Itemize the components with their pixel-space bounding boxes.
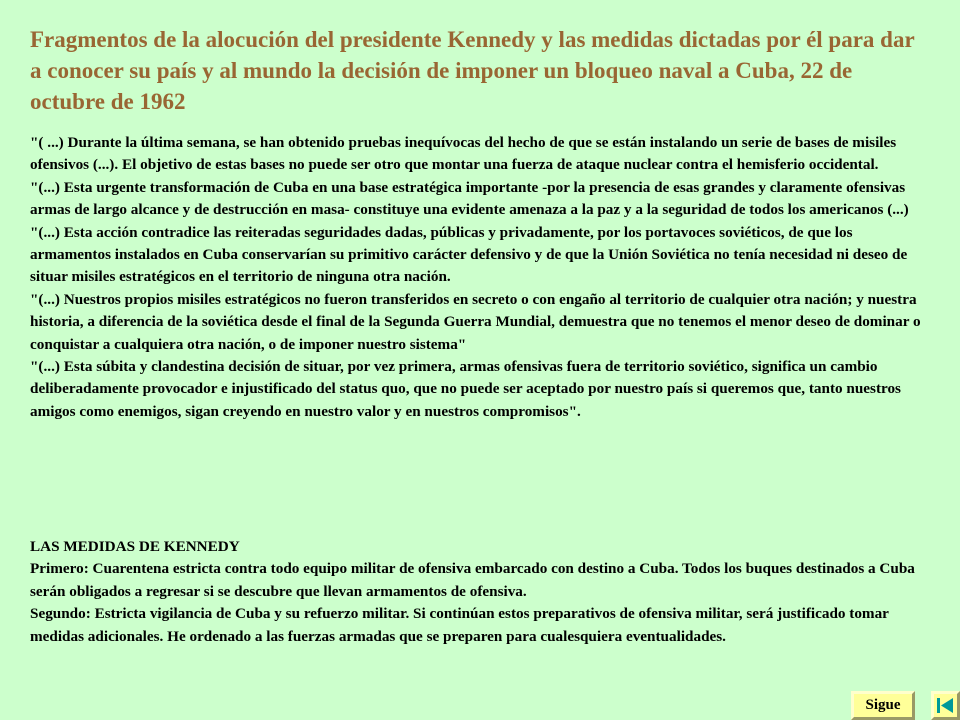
quote-paragraph: "(...) Esta súbita y clandestina decisión de situar, por vez primera, armas ofensivas fuera de territorio soviético, significa un cambio deliberadamente provocador e injustificado del status quo, que no puede ser aceptado por nuestro país si queremos que, tanto nuestros amigos como enemigos, sigan creyendo en nuestro valor y en nuestros compromisos".	[30, 358, 901, 420]
page-title: Fragmentos de la alocución del presidente Kennedy y las medidas dictadas por él para dar a conocer su país y al mundo la decisión de imponer un bloqueo naval a Cuba, 22 de octubre de 1962	[30, 27, 915, 114]
skip-to-first-icon	[934, 694, 957, 717]
measures-heading: LAS MEDIDAS DE KENNEDY	[30, 538, 240, 555]
first-slide-button[interactable]	[931, 691, 960, 720]
quote-paragraph: "(...) Esta urgente transformación de Cuba en una base estratégica importante -por la presencia de esas grandes y claramente ofensivas armas de largo alcance y de destrucción en masa- constituye una evidente amenaza a la paz y a la seguridad de todos los americanos (...)	[30, 178, 909, 219]
quote-paragraph: "( ...) Durante la última semana, se han obtenido pruebas inequívocas del hecho de que se están instalando un serie de bases de misiles ofensivos (...). El objetivo de estas bases no puede ser otro que montar una fuerza de ataque nuclear contra el hemisferio occidental.	[30, 134, 897, 174]
quote-paragraph: "(...) Esta acción contradice las reiteradas seguridades dadas, públicas y privadamente, por los portavoces soviéticos, de que los armamentos instalados en Cuba conservarían su primitivo carácter defensivo y de que la Unión Soviética no tenía necesidad ni deseo de situar misiles estratégicos en el territorio de ninguna otra nación.	[30, 223, 908, 286]
measure-first: Primero: Cuarentena estricta contra todo equipo militar de ofensiva embarcado con destino a Cuba. Todos los buques destinados a Cuba serán obligados a regresar si se descubre que llevan armamentos de ofensiva.	[30, 560, 915, 600]
quote-paragraph: "(...) Nuestros propios misiles estratégicos no fueron transferidos en secreto o con engaño al territorio de cualquier otra nación; y nuestra historia, a diferencia de la soviética desde el final de la Segunda Guerra Mundial, demuestra que no tenemos el menor deseo de dominar o conquistar a cualquiera otra nación, o de imponer nuestro sistema"	[30, 290, 921, 353]
next-slide-button[interactable]: Sigue	[851, 691, 915, 720]
speech-fragments	[30, 132, 935, 423]
measure-second: Segundo: Estricta vigilancia de Cuba y su refuerzo militar. Si continúan estos preparativos de ofensiva militar, será justificado tomar medidas adicionales. He ordenado a las fuerzas armadas que se preparen para cualesquiera eventualidades.	[30, 605, 889, 645]
kennedy-measures	[30, 536, 935, 648]
